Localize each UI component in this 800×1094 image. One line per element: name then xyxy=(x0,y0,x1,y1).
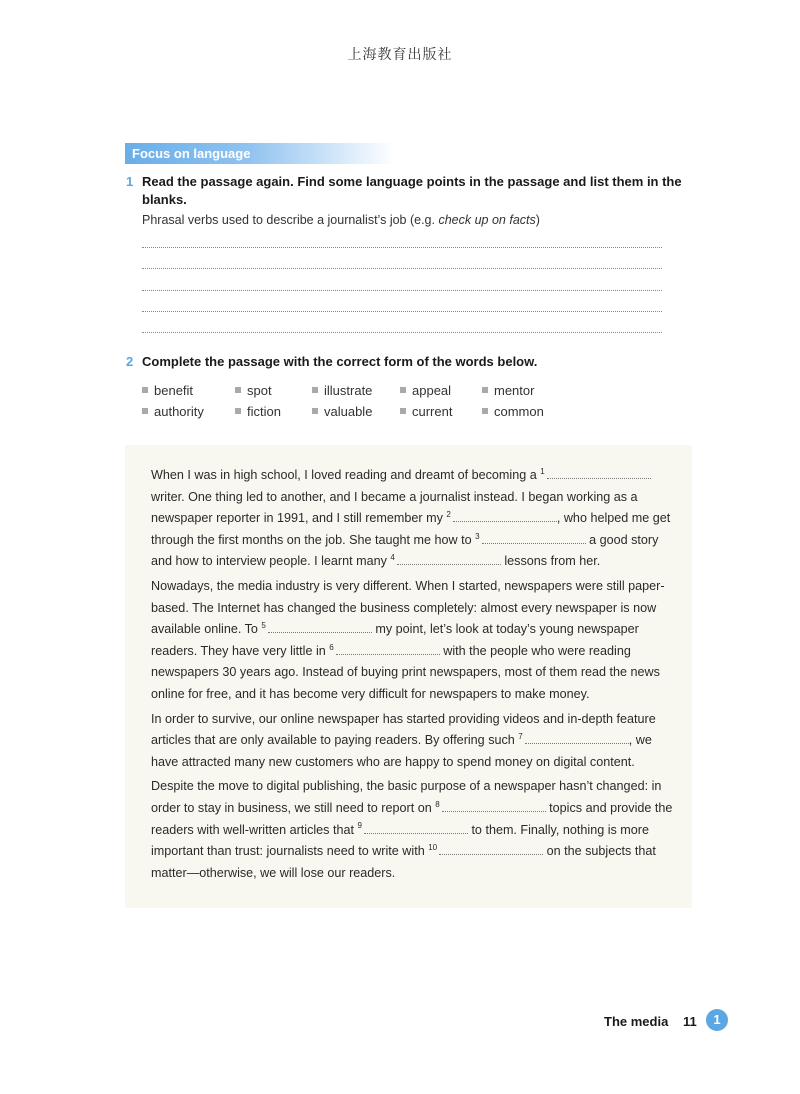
blank-number: 1 xyxy=(540,466,545,476)
section-title: Focus on language xyxy=(132,146,251,161)
blank-number: 7 xyxy=(518,731,523,741)
blank-8[interactable] xyxy=(442,810,546,812)
square-bullet-icon xyxy=(482,387,488,393)
word-item: appeal xyxy=(400,381,482,399)
answer-line-1[interactable] xyxy=(142,247,662,248)
question-1-instruction: Read the passage again. Find some language points in the passage and list them in the blanks. xyxy=(142,174,682,207)
unit-number-badge: 1 xyxy=(706,1009,728,1031)
square-bullet-icon xyxy=(235,408,241,414)
question-1-subtext xyxy=(142,213,540,227)
blank-number: 6 xyxy=(329,642,334,652)
footer-unit-title: The media xyxy=(604,1014,669,1029)
square-bullet-icon xyxy=(142,387,148,393)
question-2-instruction: Complete the passage with the correct form of the words below. xyxy=(142,354,538,369)
subtext-suffix: ) xyxy=(535,213,540,227)
word-item: authority xyxy=(142,402,235,420)
blank-number: 8 xyxy=(435,799,440,809)
word-item: common xyxy=(482,402,562,420)
blank-5[interactable] xyxy=(268,631,372,633)
blank-3[interactable] xyxy=(482,542,586,544)
blank-9[interactable] xyxy=(364,832,468,834)
blank-1[interactable] xyxy=(547,477,651,479)
blank-number: 10 xyxy=(428,842,438,852)
blank-6[interactable] xyxy=(336,653,440,655)
word-item: valuable xyxy=(312,402,400,420)
question-1-number: 1 xyxy=(126,174,134,189)
blank-10[interactable] xyxy=(439,853,543,855)
square-bullet-icon xyxy=(482,408,488,414)
passage-paragraph-3: In order to survive, our online newspaper has started providing videos and in-depth feature articles that are only available to paying readers. By offering such $^7$ , we have attracted many new customers who are happy to spend money on digital content. xyxy=(151,711,656,769)
footer-page-number: 11 xyxy=(683,1014,697,1029)
publisher-header: 上海教育出版社 xyxy=(347,47,453,63)
section-banner xyxy=(125,143,395,164)
word-item: spot xyxy=(235,381,312,399)
passage-paragraph-4: Despite the move to digital publishing, the basic purpose of a newspaper hasn’t changed: in order to stay in business, we still need to report on $^8$ topics and provide the readers with well-written articles that $^9$ to them. Finally, nothing is more important than trust: journalists need to write with $^{10}$ on the subjects that matter—otherwise, we will lose our readers. xyxy=(151,779,673,880)
word-item: illustrate xyxy=(312,381,400,399)
answer-line-2[interactable] xyxy=(142,268,662,269)
question-2-number: 2 xyxy=(126,354,134,369)
square-bullet-icon xyxy=(312,408,318,414)
word-item: current xyxy=(400,402,482,420)
square-bullet-icon xyxy=(400,387,406,393)
square-bullet-icon xyxy=(400,408,406,414)
passage-paragraph-1: When I was in high school, I loved reading and dreamt of becoming a $^1$ writer. One thing led to another, and I became a journalist instead. I began working as a newspaper reporter in 1991, and I still remember my $^2$ , who helped me get through the first months on the job. She taught me how to $^3$ a good story and how to interview people. I learnt many $^4$ lessons from her. xyxy=(151,466,671,569)
blank-2[interactable] xyxy=(453,520,557,522)
passage-text xyxy=(151,465,676,887)
blank-4[interactable] xyxy=(397,563,501,565)
answer-line-5[interactable] xyxy=(142,332,662,333)
blank-number: 5 xyxy=(261,620,266,630)
blank-number: 2 xyxy=(446,510,451,519)
blank-7[interactable] xyxy=(525,742,629,744)
answer-line-3[interactable] xyxy=(142,290,662,291)
blank-number: 9 xyxy=(357,821,362,831)
square-bullet-icon xyxy=(142,408,148,414)
subtext-prefix: Phrasal verbs used to describe a journalist’s job (e.g. xyxy=(142,213,439,227)
subtext-example: check up on facts xyxy=(438,213,536,227)
word-bank xyxy=(142,381,562,420)
blank-number: 3 xyxy=(475,531,480,541)
passage-paragraph-2: Nowadays, the media industry is very different. When I started, newspapers were still paper-based. The Internet has changed the business completely: almost every newspaper is now available online. To $^5$ my point, let’s look at today’s young newspaper readers. They have very little in $^6$ with the people who were reading newspapers 30 years ago. Instead of buying print newspapers, most of them read the news online for free, and it has become very difficult for newspapers to make money. xyxy=(151,578,665,701)
word-item: fiction xyxy=(235,402,312,420)
blank-number: 4 xyxy=(390,553,395,563)
word-item: benefit xyxy=(142,381,235,399)
word-item: mentor xyxy=(482,381,562,399)
square-bullet-icon xyxy=(312,387,318,393)
answer-line-4[interactable] xyxy=(142,311,662,312)
square-bullet-icon xyxy=(235,387,241,393)
